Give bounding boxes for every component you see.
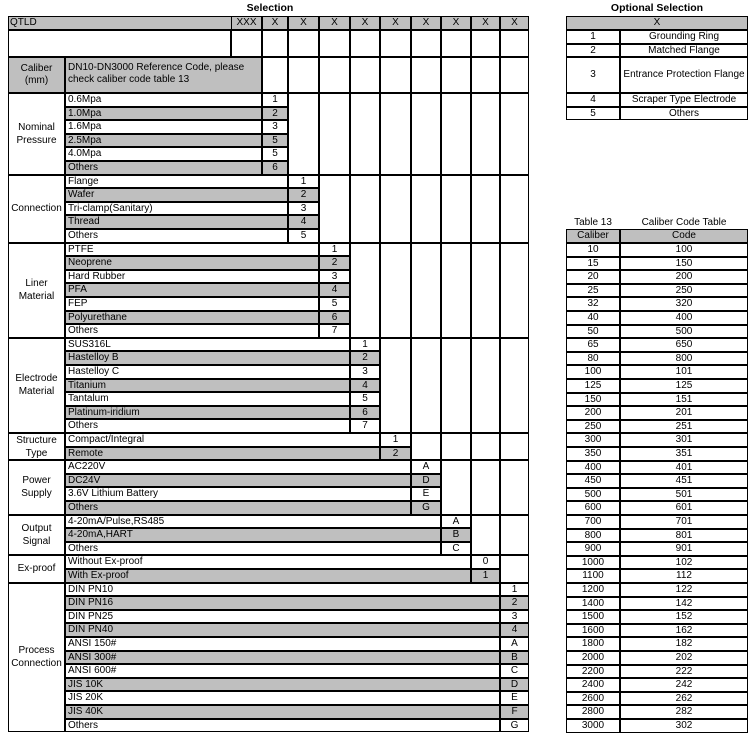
option-text: ANSI 150# bbox=[68, 638, 117, 649]
option-code: 3 bbox=[331, 270, 338, 282]
option-code: 1 bbox=[482, 570, 489, 581]
blank-row-col bbox=[319, 30, 350, 57]
option-text: Others bbox=[68, 230, 99, 241]
option-code: G bbox=[422, 502, 430, 513]
section-empty-col bbox=[441, 243, 471, 338]
option-code: 6 bbox=[362, 406, 368, 418]
section-empty-col bbox=[500, 93, 529, 175]
caliber-value: 300 bbox=[584, 434, 602, 446]
blank-row-col bbox=[471, 30, 500, 57]
option-text: DIN PN40 bbox=[68, 624, 114, 636]
section-label-8: Ex-proof bbox=[17, 563, 56, 575]
code-value: 162 bbox=[675, 624, 693, 636]
option-text: Hastelloy C bbox=[68, 366, 120, 377]
optional-code: 5 bbox=[590, 107, 596, 119]
option-code: 5 bbox=[272, 148, 278, 160]
option-text: 1.0Mpa bbox=[68, 107, 102, 119]
code-value: 242 bbox=[675, 679, 693, 691]
section-empty-col bbox=[380, 175, 411, 243]
code-value: 800 bbox=[675, 352, 693, 364]
option-code: A bbox=[452, 515, 460, 527]
caliber-empty-col bbox=[380, 57, 411, 93]
optional-text: Grounding Ring bbox=[648, 31, 720, 42]
code-value: 125 bbox=[675, 380, 693, 391]
caliber-col-header: Caliber bbox=[577, 230, 609, 241]
option-code: B bbox=[511, 651, 518, 663]
caliber-table-title-right: Caliber Code Table bbox=[641, 217, 727, 228]
caliber-value: 20 bbox=[587, 271, 599, 283]
option-code: 7 bbox=[362, 420, 368, 432]
blank-row-col bbox=[231, 30, 262, 57]
option-text: 0.6Mpa bbox=[68, 94, 102, 105]
option-text: Tantalum bbox=[68, 393, 109, 405]
section-label-1: Nominal Pressure bbox=[16, 121, 57, 146]
optional-title: Optional Selection bbox=[610, 2, 704, 14]
caliber-value: 500 bbox=[584, 488, 602, 500]
option-code: C bbox=[452, 542, 460, 554]
option-text: With Ex-proof bbox=[68, 570, 129, 581]
option-code: 5 bbox=[362, 393, 368, 405]
option-code: 3 bbox=[300, 202, 307, 214]
option-text: DIN PN25 bbox=[68, 610, 114, 622]
caliber-empty-col bbox=[262, 57, 288, 93]
section-label-2: Connection bbox=[11, 203, 62, 215]
code-value: 101 bbox=[675, 366, 693, 378]
section-empty-col bbox=[441, 460, 471, 514]
caliber-value: 200 bbox=[584, 407, 602, 419]
code-value: 112 bbox=[676, 570, 692, 582]
caliber-value: 250 bbox=[584, 420, 602, 432]
section-empty-col bbox=[471, 93, 500, 175]
option-code: 2 bbox=[331, 257, 338, 269]
option-code: 1 bbox=[331, 243, 338, 255]
option-code: 2 bbox=[362, 352, 368, 364]
code-value: 302 bbox=[675, 720, 693, 731]
code-value: 400 bbox=[675, 312, 693, 323]
caliber-value: 32 bbox=[587, 298, 599, 310]
option-text: Others bbox=[68, 325, 99, 337]
option-code: 5 bbox=[272, 134, 278, 146]
code-value: 222 bbox=[675, 665, 693, 677]
option-text: Wafer bbox=[68, 189, 95, 201]
code-value: 451 bbox=[675, 475, 693, 487]
section-label-4: Electrode Material bbox=[15, 373, 58, 398]
blank-row-col bbox=[350, 30, 380, 57]
option-text: Platinum-iridium bbox=[68, 406, 140, 418]
section-label-5: Structure Type bbox=[16, 434, 57, 459]
header-code-5: X bbox=[392, 17, 399, 28]
option-text: Titanium bbox=[68, 379, 106, 391]
optional-text: Others bbox=[668, 107, 699, 119]
option-text: 1.6Mpa bbox=[68, 121, 102, 133]
caliber-table-title-left: Table 13 bbox=[574, 217, 612, 228]
option-text: Others bbox=[68, 502, 99, 513]
option-code: D bbox=[422, 474, 430, 486]
section-empty-col bbox=[441, 338, 471, 433]
caliber-value: 800 bbox=[584, 529, 602, 541]
code-value: 901 bbox=[675, 543, 693, 555]
section-empty-col bbox=[471, 460, 500, 514]
code-value: 650 bbox=[675, 339, 693, 351]
section-empty-col bbox=[350, 93, 380, 175]
option-code: 4 bbox=[362, 379, 368, 391]
section-label-7: Output Signal bbox=[21, 522, 52, 547]
option-code: E bbox=[511, 692, 518, 704]
caliber-value: 1400 bbox=[581, 597, 605, 609]
caliber-value: 700 bbox=[584, 516, 602, 527]
caliber-value: 450 bbox=[584, 475, 602, 487]
code-value: 251 bbox=[675, 420, 693, 432]
caliber-value: 1600 bbox=[581, 624, 605, 636]
code-value: 200 bbox=[675, 271, 693, 283]
option-text: Hastelloy B bbox=[68, 352, 119, 364]
caliber-value: 3000 bbox=[581, 720, 605, 731]
caliber-value: 2600 bbox=[581, 692, 605, 704]
option-text: JIS 20K bbox=[68, 692, 104, 704]
option-text: PTFE bbox=[68, 243, 94, 255]
section-label-6: Power Supply bbox=[21, 475, 52, 500]
section-empty-col bbox=[471, 433, 500, 460]
option-text: 4-20mA,HART bbox=[68, 529, 133, 541]
caliber-value: 125 bbox=[584, 380, 602, 391]
section-empty-col bbox=[380, 338, 411, 433]
option-text: Thread bbox=[68, 216, 100, 228]
header-code-7: X bbox=[452, 17, 460, 28]
section-empty-col bbox=[500, 338, 529, 433]
section-empty-col bbox=[471, 338, 500, 433]
option-text: AC220V bbox=[68, 461, 106, 473]
optional-code: 4 bbox=[590, 94, 596, 105]
section-empty-col bbox=[500, 175, 529, 243]
caliber-value: 150 bbox=[584, 393, 602, 405]
code-value: 282 bbox=[675, 706, 693, 718]
option-code: 6 bbox=[272, 162, 278, 173]
code-value: 182 bbox=[675, 638, 693, 650]
optional-text: Scraper Type Electrode bbox=[631, 94, 737, 105]
model-code: QTLD bbox=[10, 17, 37, 28]
code-value: 301 bbox=[675, 434, 693, 446]
optional-code: 1 bbox=[590, 31, 596, 42]
code-value: 152 bbox=[675, 611, 693, 623]
optional-text: Matched Flange bbox=[648, 44, 720, 56]
header-code-8: X bbox=[482, 17, 489, 28]
caliber-empty-col bbox=[319, 57, 350, 93]
caliber-value: 10 bbox=[587, 244, 599, 255]
option-code: C bbox=[510, 665, 519, 677]
option-code: E bbox=[422, 488, 430, 500]
option-text: JIS 10K bbox=[68, 678, 104, 690]
caliber-value: 1100 bbox=[582, 570, 604, 582]
header-code-4: X bbox=[361, 17, 369, 28]
caliber-empty-col bbox=[411, 57, 441, 93]
blank-row bbox=[8, 30, 231, 57]
section-label-9: Process Connection bbox=[11, 645, 62, 670]
code-value: 801 bbox=[675, 529, 693, 541]
option-text: 4-20mA/Pulse,RS485 bbox=[68, 515, 165, 527]
code-col-header: Code bbox=[672, 230, 696, 241]
code-value: 351 bbox=[675, 448, 693, 459]
caliber-empty-col bbox=[288, 57, 319, 93]
option-text: Polyurethane bbox=[68, 311, 127, 323]
option-code: 2 bbox=[511, 597, 518, 609]
option-code: A bbox=[422, 461, 430, 473]
option-code: D bbox=[510, 678, 519, 690]
section-empty-col bbox=[441, 93, 471, 175]
section-empty-col bbox=[500, 433, 529, 460]
option-text: DIN PN10 bbox=[68, 583, 114, 595]
caliber-value: 2200 bbox=[581, 665, 605, 677]
option-text: Tri-clamp(Sanitary) bbox=[68, 202, 153, 214]
option-text: JIS 40K bbox=[68, 706, 104, 717]
blank-row-col bbox=[411, 30, 441, 57]
option-code: 3 bbox=[511, 610, 518, 622]
caliber-value: 2400 bbox=[581, 679, 605, 691]
section-empty-col bbox=[500, 515, 529, 556]
code-value: 122 bbox=[675, 584, 693, 595]
option-text: Neoprene bbox=[68, 257, 112, 269]
caliber-value: 50 bbox=[587, 325, 599, 337]
header-code-0: XXX bbox=[236, 17, 257, 28]
option-text: Remote bbox=[68, 447, 104, 459]
blank-row-col bbox=[500, 30, 529, 57]
option-text: Others bbox=[68, 542, 99, 554]
option-text: Hard Rubber bbox=[68, 270, 126, 282]
section-label-3: Liner Material bbox=[18, 278, 55, 303]
option-text: 4.0Mpa bbox=[68, 148, 102, 160]
blank-row-col bbox=[262, 30, 288, 57]
option-text: 2.5Mpa bbox=[68, 134, 102, 146]
caliber-empty-col bbox=[350, 57, 380, 93]
code-value: 401 bbox=[675, 461, 693, 473]
option-text: ANSI 300# bbox=[68, 651, 117, 663]
section-empty-col bbox=[471, 515, 500, 556]
header-code-1: X bbox=[271, 17, 279, 28]
option-text: Compact/Integral bbox=[68, 434, 145, 445]
code-value: 202 bbox=[675, 652, 693, 663]
option-code: 0 bbox=[482, 556, 489, 568]
caliber-value: 1000 bbox=[581, 556, 605, 568]
section-empty-col bbox=[350, 243, 380, 338]
caliber-value: 65 bbox=[587, 339, 599, 351]
optional-code: 2 bbox=[590, 44, 596, 56]
caliber-value: 2800 bbox=[581, 706, 605, 718]
section-empty-col bbox=[319, 175, 350, 243]
section-empty-col bbox=[411, 243, 441, 338]
section-empty-col bbox=[441, 433, 471, 460]
option-code: 2 bbox=[272, 107, 278, 119]
section-empty-col bbox=[411, 433, 441, 460]
option-text: FEP bbox=[68, 298, 88, 309]
code-value: 102 bbox=[675, 556, 693, 568]
optional-header: X bbox=[653, 17, 661, 28]
header-code-9: X bbox=[511, 17, 518, 28]
caliber-value: 1200 bbox=[581, 584, 605, 595]
option-code: 4 bbox=[300, 216, 307, 228]
section-empty-col bbox=[411, 338, 441, 433]
blank-row-col bbox=[380, 30, 411, 57]
option-text: DC24V bbox=[68, 474, 101, 486]
option-code: 1 bbox=[392, 434, 399, 445]
option-code: 2 bbox=[392, 447, 399, 459]
option-code: 3 bbox=[362, 366, 368, 377]
option-code: 3 bbox=[272, 121, 278, 133]
caliber-value: 25 bbox=[587, 284, 599, 296]
option-text: Others bbox=[68, 719, 99, 731]
option-code: 1 bbox=[300, 175, 307, 187]
option-code: A bbox=[511, 638, 518, 649]
section-empty-col bbox=[500, 460, 529, 514]
caliber-text: DN10-DN3000 Reference Code, please check caliber code table 13 bbox=[68, 62, 245, 85]
option-code: B bbox=[452, 529, 460, 541]
caliber-value: 40 bbox=[587, 312, 599, 323]
section-empty-col bbox=[411, 93, 441, 175]
code-value: 151 bbox=[675, 393, 693, 405]
blank-row-col bbox=[288, 30, 319, 57]
header-code-6: X bbox=[422, 17, 430, 28]
code-value: 201 bbox=[675, 407, 693, 419]
code-value: 150 bbox=[675, 257, 693, 269]
option-code: 4 bbox=[511, 624, 518, 636]
section-empty-col bbox=[380, 93, 411, 175]
optional-text: Entrance Protection Flange bbox=[623, 69, 745, 80]
option-text: 3.6V Lithium Battery bbox=[68, 488, 159, 500]
header-code-3: X bbox=[331, 17, 338, 28]
caliber-value: 2000 bbox=[581, 652, 605, 663]
option-text: Others bbox=[68, 420, 99, 432]
option-text: PFA bbox=[68, 284, 87, 296]
caliber-value: 400 bbox=[584, 461, 602, 473]
code-value: 501 bbox=[675, 488, 693, 500]
code-value: 601 bbox=[675, 502, 693, 514]
option-code: G bbox=[510, 719, 519, 731]
code-value: 262 bbox=[675, 692, 693, 704]
caliber-empty-col bbox=[441, 57, 471, 93]
option-text: Others bbox=[68, 162, 99, 173]
section-empty-col bbox=[471, 243, 500, 338]
optional-code: 3 bbox=[590, 69, 596, 80]
option-code: 5 bbox=[300, 230, 307, 241]
option-code: 1 bbox=[511, 583, 518, 595]
caliber-value: 900 bbox=[584, 543, 602, 555]
option-text: ANSI 600# bbox=[68, 665, 117, 677]
caliber-value: 100 bbox=[584, 366, 602, 378]
option-text: Flange bbox=[68, 175, 99, 187]
caliber-empty-col bbox=[471, 57, 500, 93]
option-code: F bbox=[511, 706, 518, 717]
option-code: 1 bbox=[272, 94, 278, 105]
option-code: 1 bbox=[362, 338, 368, 350]
caliber-value: 15 bbox=[587, 257, 599, 269]
caliber-value: 350 bbox=[584, 448, 602, 459]
caliber-empty-col bbox=[500, 57, 529, 93]
section-empty-col bbox=[350, 175, 380, 243]
code-value: 701 bbox=[675, 516, 693, 527]
code-value: 100 bbox=[675, 244, 693, 255]
option-code: 5 bbox=[331, 298, 338, 309]
code-value: 500 bbox=[675, 325, 693, 337]
caliber-value: 1800 bbox=[581, 638, 605, 650]
option-code: 2 bbox=[300, 189, 307, 201]
section-empty-col bbox=[441, 175, 471, 243]
code-value: 250 bbox=[675, 284, 693, 296]
caliber-value: 1500 bbox=[581, 611, 605, 623]
blank-row-col bbox=[441, 30, 471, 57]
section-empty-col bbox=[319, 93, 350, 175]
code-value: 142 bbox=[675, 597, 693, 609]
section-empty-col bbox=[500, 243, 529, 338]
option-text: DIN PN16 bbox=[68, 597, 114, 609]
option-code: 7 bbox=[331, 325, 338, 337]
option-code: 6 bbox=[331, 311, 338, 323]
section-empty-col bbox=[471, 175, 500, 243]
section-empty-col bbox=[288, 93, 319, 175]
caliber-value: 80 bbox=[587, 352, 599, 364]
section-empty-col bbox=[500, 555, 529, 582]
option-text: SUS316L bbox=[68, 338, 111, 350]
header-code-2: X bbox=[300, 17, 307, 28]
section-empty-col bbox=[380, 243, 411, 338]
caliber-label: Caliber (mm) bbox=[20, 63, 53, 86]
option-text: Without Ex-proof bbox=[68, 556, 143, 568]
selection-title: Selection bbox=[246, 2, 294, 14]
code-value: 320 bbox=[675, 298, 693, 310]
option-code: 4 bbox=[331, 284, 338, 296]
caliber-value: 600 bbox=[584, 502, 602, 514]
section-empty-col bbox=[411, 175, 441, 243]
